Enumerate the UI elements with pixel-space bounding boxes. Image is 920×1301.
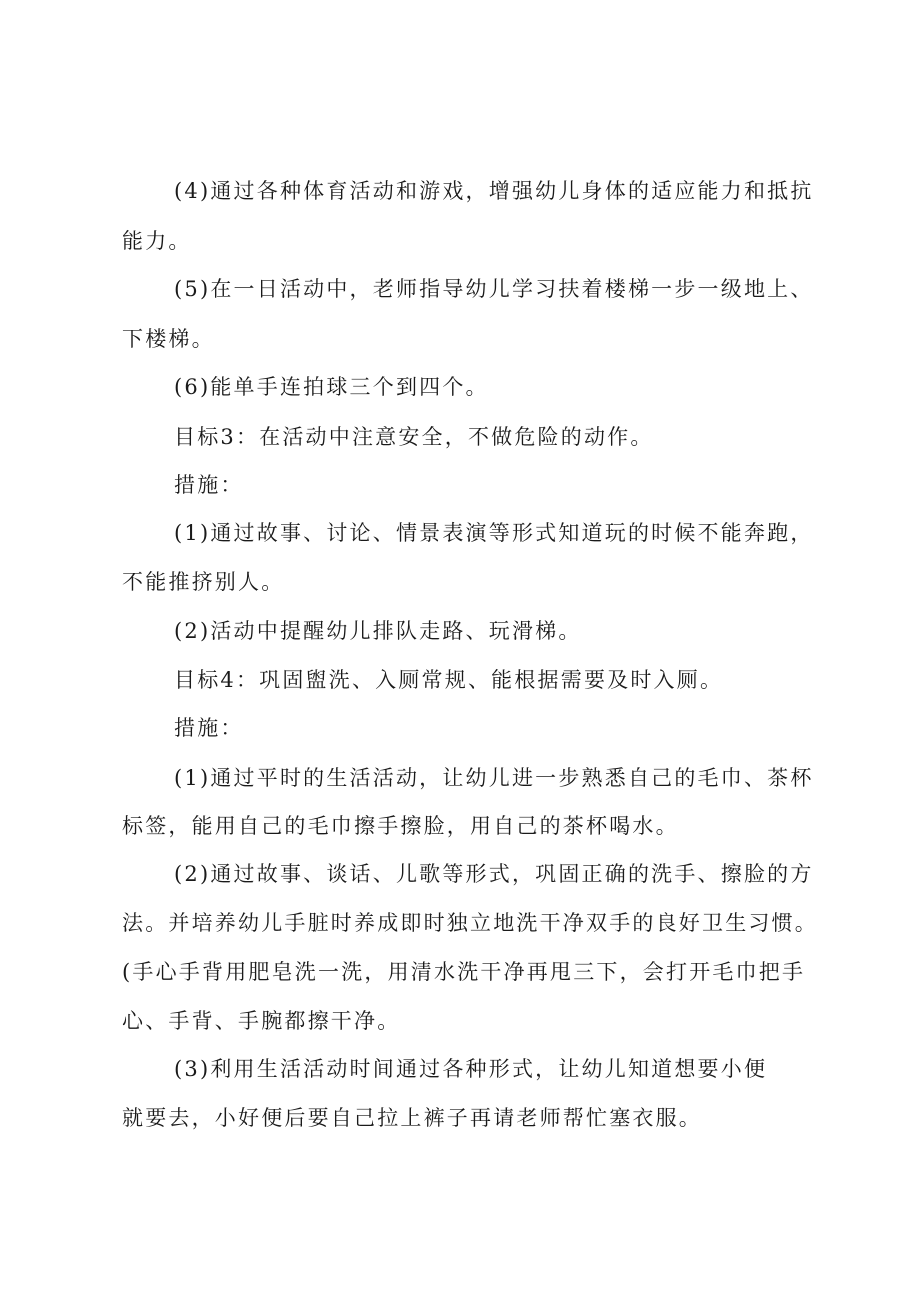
paragraph-line: 下楼梯。: [122, 327, 215, 351]
paragraph-line: (5)在一日活动中，老师指导幼儿学习扶着楼梯一步一级地上、: [174, 277, 814, 301]
paragraph-line: 法。并培养幼儿手脏时养成即时独立地洗干净双手的良好卫生习惯。: [122, 911, 818, 935]
section-heading: 目标3：在活动中注意安全，不做危险的动作。: [174, 425, 654, 449]
paragraph-line: (手心手背用肥皂洗一洗，用清水洗干净再甩三下，会打开毛巾把手: [122, 960, 806, 984]
paragraph-line: (3)利用生活活动时间通过各种形式，让幼儿知道想要小便: [174, 1057, 768, 1081]
paragraph-line: (2)活动中提醒幼儿排队走路、玩滑梯。: [174, 619, 582, 643]
paragraph-line: (1)通过故事、讨论、情景表演等形式知道玩的时候不能奔跑，: [174, 521, 814, 545]
paragraph-line: (1)通过平时的生活活动，让幼儿进一步熟悉自己的毛巾、茶杯: [174, 766, 814, 790]
paragraph-line: 不能推挤别人。: [122, 570, 285, 594]
paragraph-line: (2)通过故事、谈话、儿歌等形式，巩固正确的洗手、擦脸的方: [174, 862, 814, 886]
section-label: 措施：: [174, 473, 244, 497]
paragraph-line: (6)能单手连拍球三个到四个。: [174, 375, 489, 399]
paragraph-line: (4)通过各种体育活动和游戏，增强幼儿身体的适应能力和抵抗: [174, 179, 814, 203]
paragraph-line: 心、手背、手腕都擦干净。: [122, 1009, 401, 1033]
section-heading: 目标4：巩固盥洗、入厕常规、能根据需要及时入厕。: [174, 668, 724, 692]
section-label: 措施：: [174, 716, 244, 740]
paragraph-line: 就要去，小好便后要自己拉上裤子再请老师帮忙塞衣服。: [122, 1106, 702, 1130]
paragraph-line: 标签，能用自己的毛巾擦手擦脸，用自己的茶杯喝水。: [122, 814, 679, 838]
paragraph-line: 能力。: [122, 229, 192, 253]
